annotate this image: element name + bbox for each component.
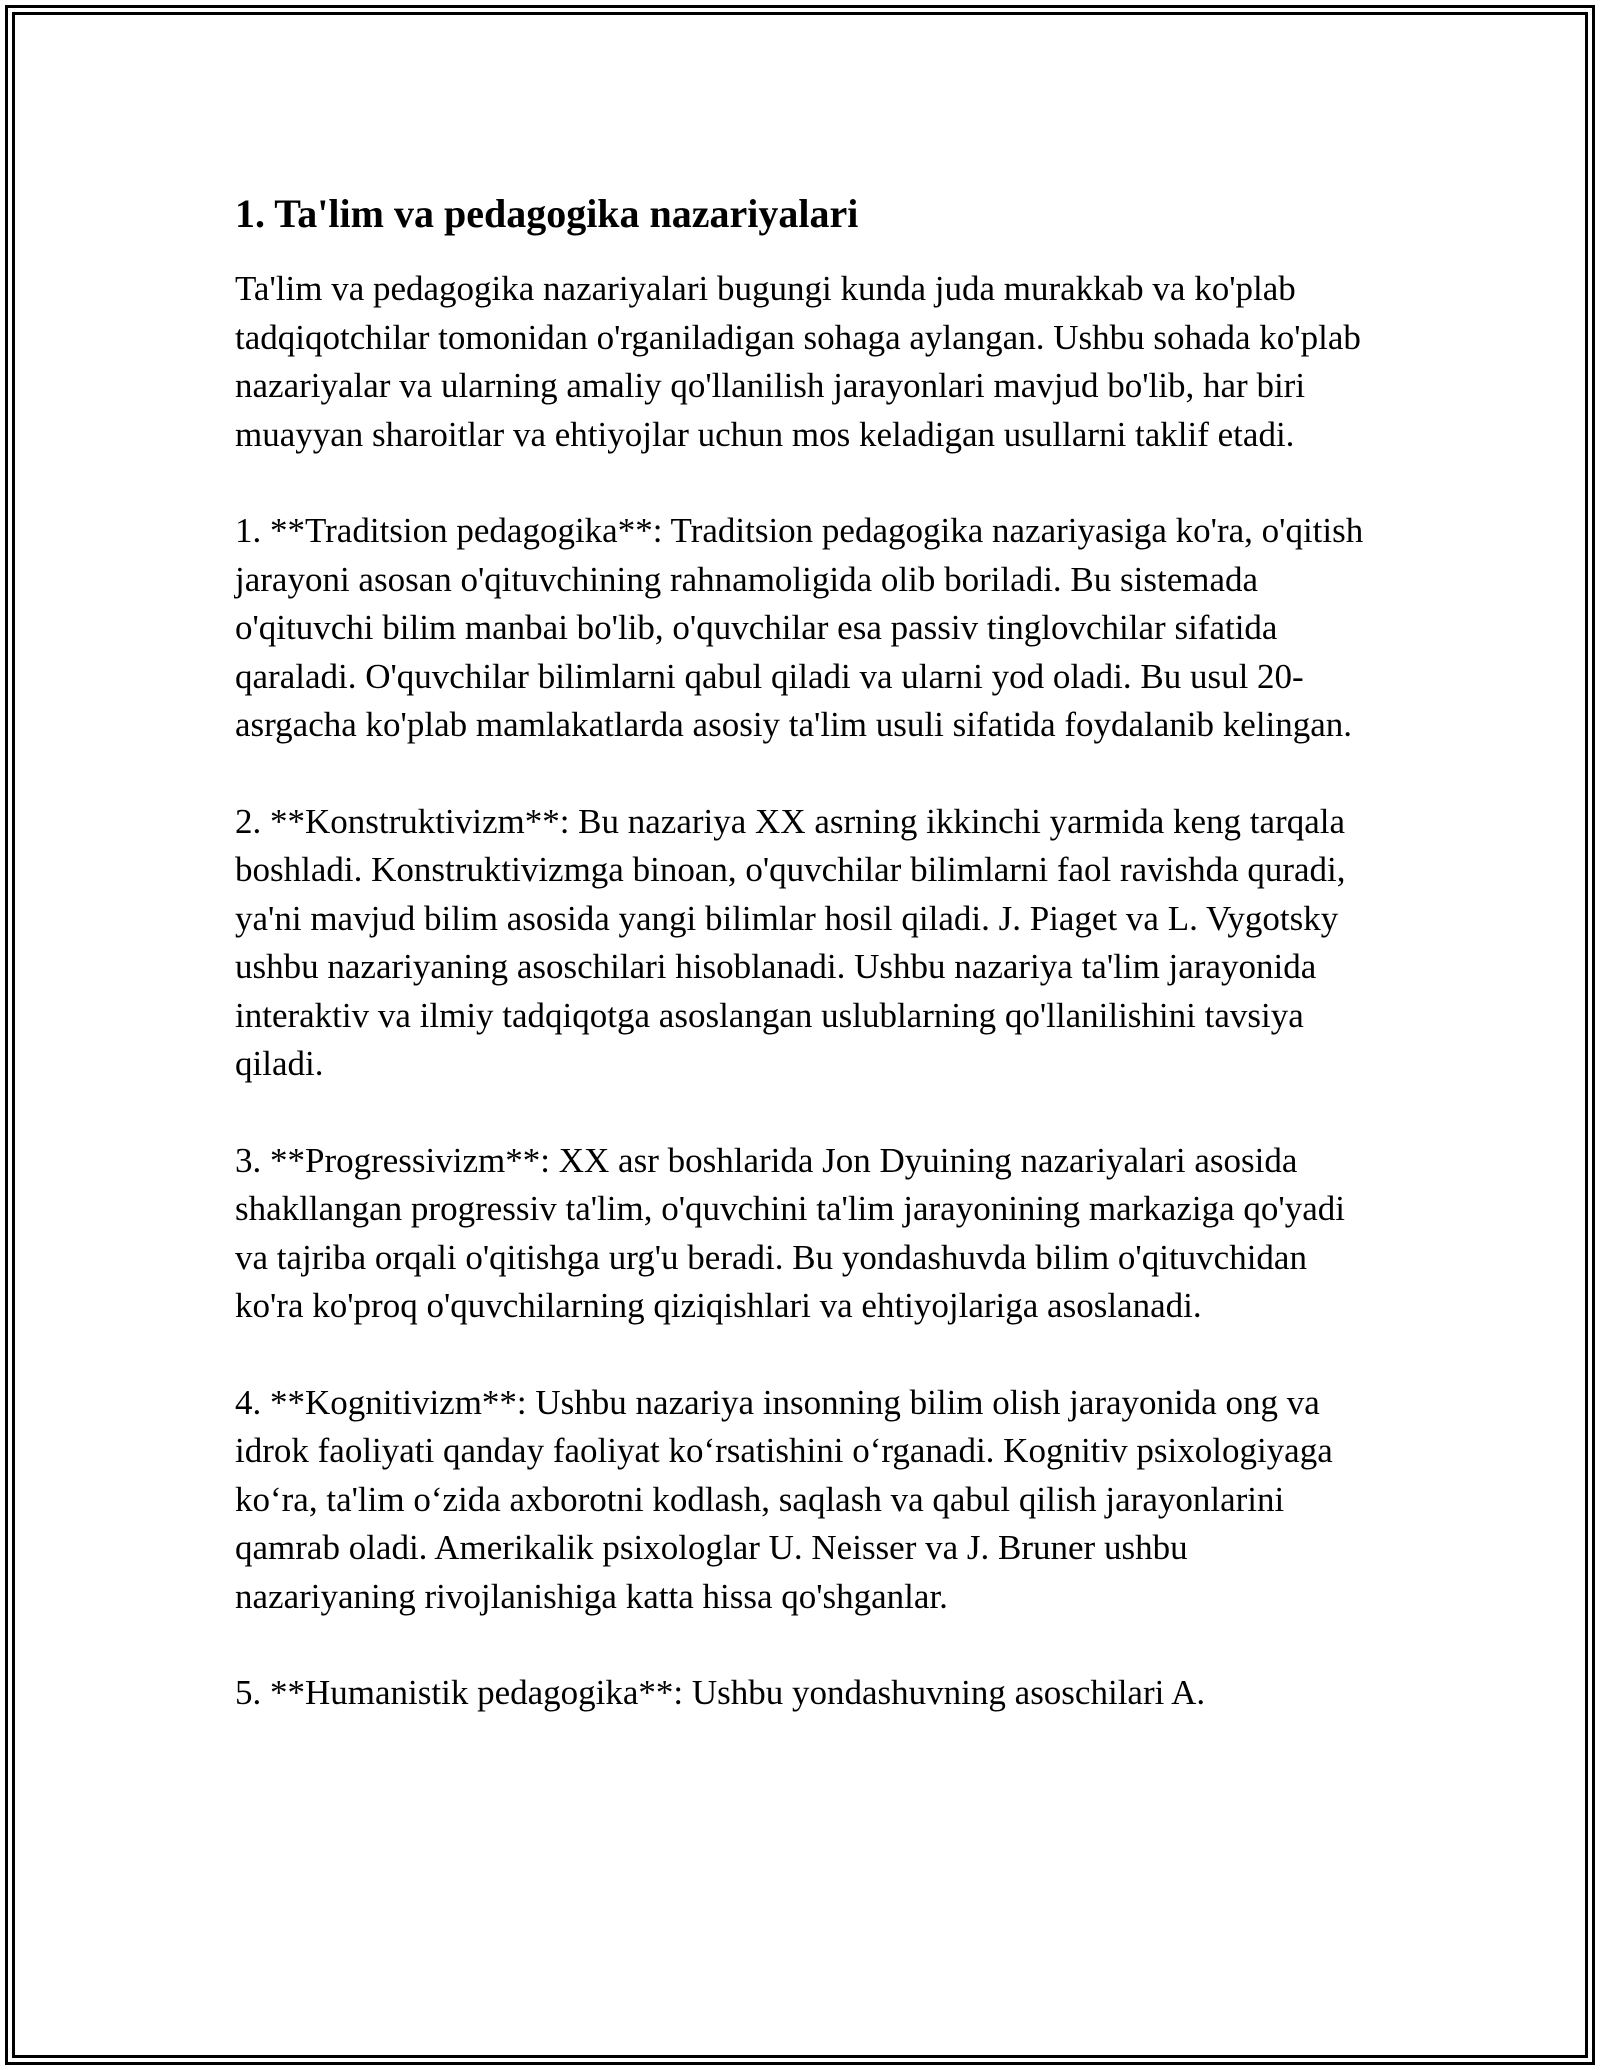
paragraph-cognitivism: 4. **Kognitivizm**: Ushbu nazariya insonning bilim olish jarayonida ong va idrok faoliyati qanday faoliyat ko‘rsatishini o‘rganadi. Kognitiv psixologiyaga ko‘ra, ta'lim o‘zida axborotni kodlash, saqlash va qabul qilish jarayonlarini qamrab oladi. Amerikalik psixologlar U. Neisser va J. Bruner ushbu nazariyaning rivojlanishiga katta hissa qo'shganlar. — [235, 1382, 1333, 1616]
paragraph-humanistic-pedagogy: 5. **Humanistik pedagogika**: Ushbu yondashuvning asoschilari A. — [235, 1673, 1206, 1712]
intro-paragraph: Ta'lim va pedagogika nazariyalari bugungi kunda juda murakkab va ko'plab tadqiqotchilar tomonidan o'rganiladigan sohaga aylangan. Ushbu sohada ko'plab nazariyalar va ularning amaliy qo'llanilish jarayonlari mavjud bo'lib, har biri muayyan sharoitlar va ehtiyojlar uchun mos keladigan usullarni taklif etadi. — [235, 269, 1361, 454]
paragraph-constructivism: 2. **Konstruktivizm**: Bu nazariya XX asrning ikkinchi yarmida keng tarqala boshladi. Konstruktivizmga binoan, o'quvchilar bilimlarni faol ravishda quradi, ya'ni mavjud bilim asosida yangi bilimlar hosil qiladi. J. Piaget va L. Vygotsky ushbu nazariyaning asoschilari hisoblanadi. Ushbu nazariya ta'lim jarayonida interaktiv va ilmiy tadqiqotga asoslangan uslublarning qo'llanilishini tavsiya qiladi. — [235, 801, 1346, 1083]
paragraph-traditional-pedagogy: 1. **Traditsion pedagogika**: Traditsion pedagogika nazariyasiga ko'ra, o'qitish jarayoni asosan o'qituvchining rahnamoligida olib boriladi. Bu sistemada o'qituvchi bilim manbai bo'lib, o'quvchilar esa passiv tinglovchilar sifatida qaraladi. O'quvchilar bilimlarni qabul qiladi va ularni yod oladi. Bu usul 20-asrgacha ko'plab mamlakatlarda asosiy ta'lim usuli sifatida foydalanib kelingan. — [235, 511, 1364, 744]
document-body — [235, 185, 1375, 1766]
paragraph-progressivism: 3. **Progressivizm**: XX asr boshlarida Jon Dyuining nazariyalari asosida shakllangan progressiv ta'lim, o'quvchini ta'lim jarayonining markaziga qo'yadi va tajriba orqali o'qitishga urg'u beradi. Bu yondashuvda bilim o'qituvchidan ko'ra ko'proq o'quvchilarning qiziqishlari va ehtiyojlariga asoslanadi. — [235, 1140, 1345, 1325]
section-heading: 1. Ta'lim va pedagogika nazariyalari — [235, 191, 859, 236]
